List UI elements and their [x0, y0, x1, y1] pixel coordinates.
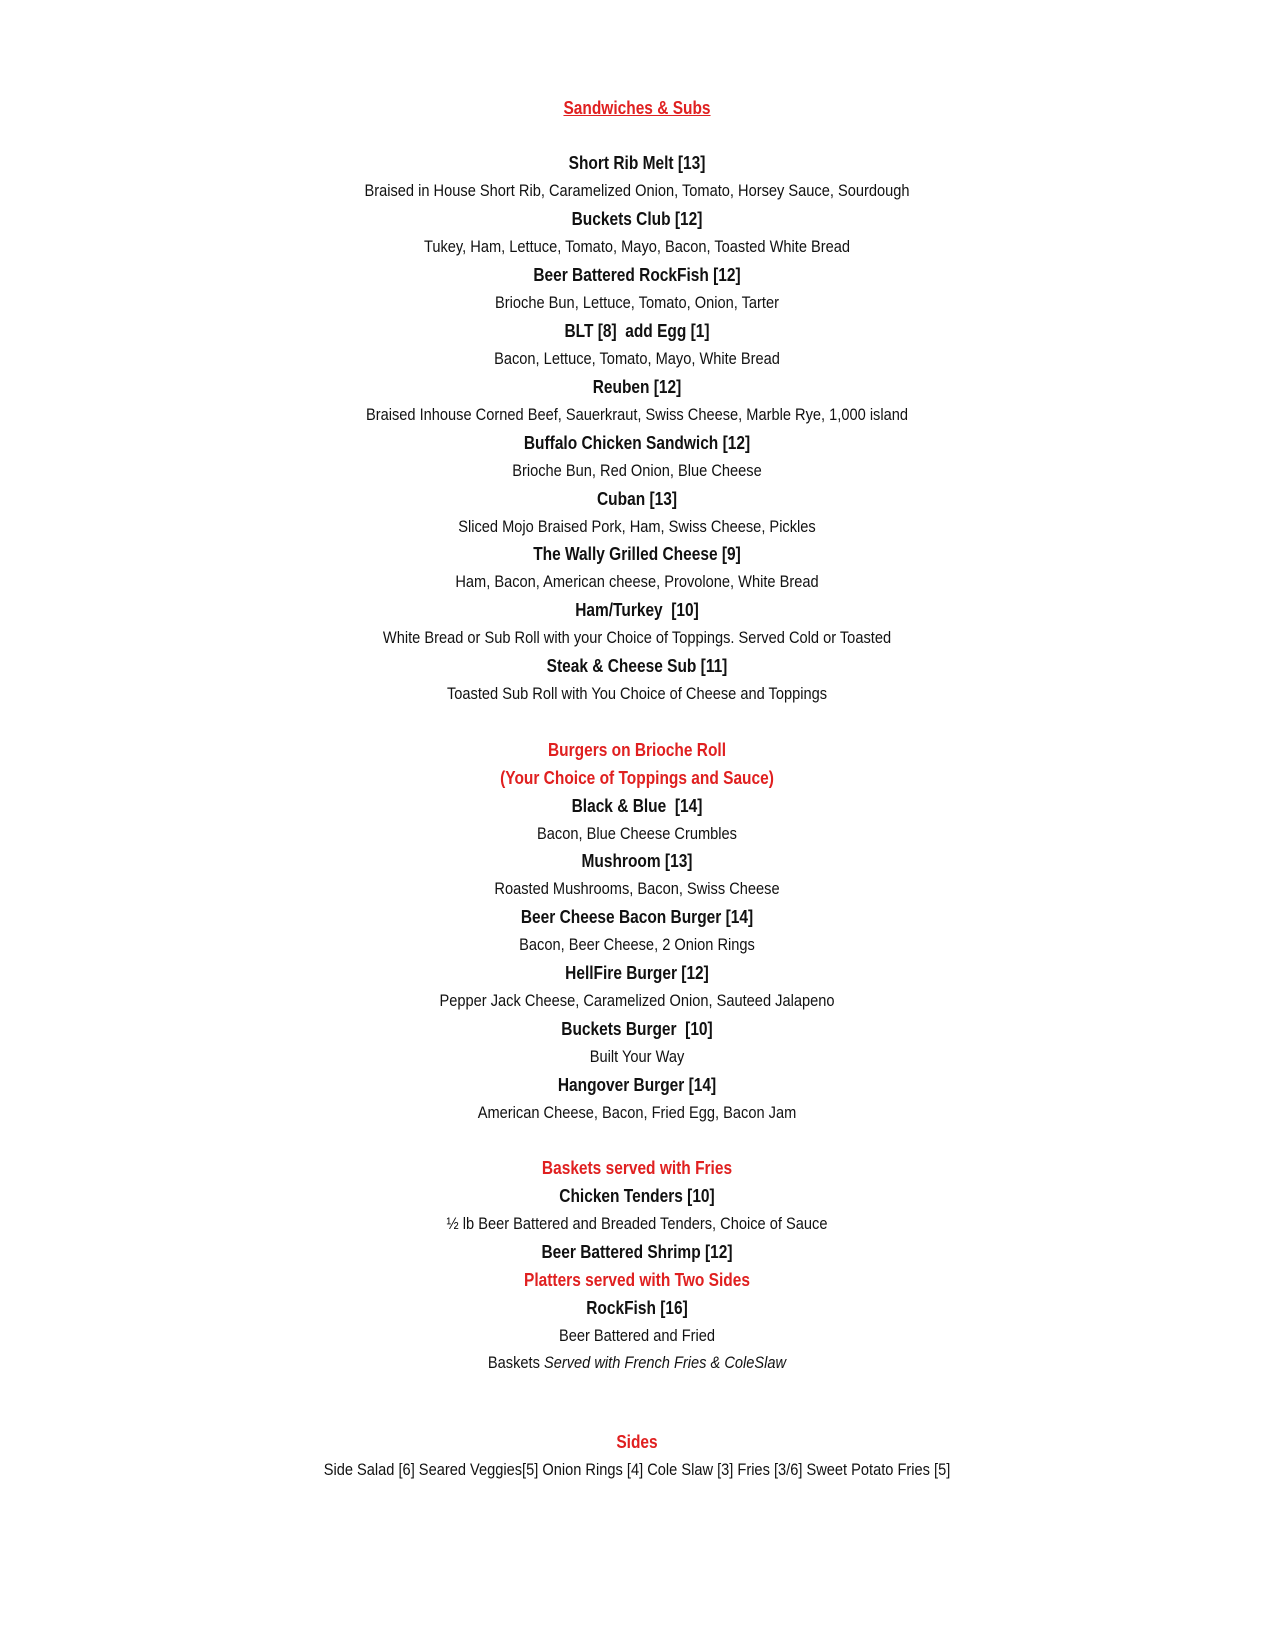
sides-list: Side Salad [6] Seared Veggies[5] Onion Rings [4] Cole Slaw [3] Fries [3/6] Sweet Potato Fries [5]: [323, 1460, 951, 1479]
platters-note-italic: Served with French Fries & ColeSlaw: [543, 1353, 787, 1372]
section-title-platters: Platters served with Two Sides: [524, 1270, 750, 1290]
menu-item-name: RockFish [16]: [586, 1298, 688, 1318]
menu-item-description: Beer Battered and Fried: [558, 1326, 716, 1345]
menu-item-description: Built Your Way: [589, 1047, 685, 1066]
menu-item-description: American Cheese, Bacon, Fried Egg, Bacon Jam: [477, 1103, 797, 1122]
menu-item-description: Bacon, Blue Cheese Crumbles: [537, 824, 737, 843]
menu-item-name: Beer Battered Shrimp [12]: [541, 1242, 733, 1262]
menu-item-name: Cuban [13]: [596, 489, 677, 509]
menu-item-name: Beer Battered RockFish [12]: [533, 265, 741, 285]
menu-item-name: Chicken Tenders [10]: [559, 1186, 715, 1206]
menu-item-description: Toasted Sub Roll with You Choice of Cheese and Toppings: [446, 684, 828, 703]
menu-item-name: Mushroom [13]: [581, 851, 693, 871]
menu-item-name: Hangover Burger [14]: [557, 1075, 717, 1095]
menu-item-description: Tukey, Ham, Lettuce, Tomato, Mayo, Bacon, Toasted White Bread: [423, 237, 851, 256]
platters-note: [89, 1352, 1185, 1374]
menu-item-description: Pepper Jack Cheese, Caramelized Onion, Sauteed Jalapeno: [439, 991, 835, 1010]
section-title-burgers: Burgers on Brioche Roll: [547, 740, 727, 760]
menu-item-name: HellFire Burger [12]: [565, 963, 709, 983]
menu-item-description: Braised Inhouse Corned Beef, Sauerkraut, Swiss Cheese, Marble Rye, 1,000 island: [365, 405, 909, 424]
menu-item-name: Short Rib Melt [13]: [568, 153, 706, 173]
menu-item-name: Buffalo Chicken Sandwich [12]: [523, 433, 751, 453]
menu-item-name: Beer Cheese Bacon Burger [14]: [520, 907, 754, 927]
section-title-sandwiches: Sandwiches & Subs: [563, 98, 711, 118]
platters-note-prefix: Baskets: [487, 1353, 544, 1372]
menu-item-name: Buckets Burger [10]: [561, 1019, 713, 1039]
menu-item-description: Roasted Mushrooms, Bacon, Swiss Cheese: [494, 879, 780, 898]
menu-item-description: Sliced Mojo Braised Pork, Ham, Swiss Cheese, Pickles: [458, 517, 816, 536]
menu-item-description: White Bread or Sub Roll with your Choice of Toppings. Served Cold or Toasted: [382, 628, 892, 647]
menu-item-description: Ham, Bacon, American cheese, Provolone, White Bread: [455, 572, 819, 591]
menu-item-name: Black & Blue [14]: [571, 796, 703, 816]
section-subtitle-burgers: (Your Choice of Toppings and Sauce): [500, 768, 774, 788]
menu-item-description: Brioche Bun, Lettuce, Tomato, Onion, Tarter: [495, 293, 779, 312]
menu-item-description: ½ lb Beer Battered and Breaded Tenders, Choice of Sauce: [446, 1214, 828, 1233]
menu-item-description: Bacon, Beer Cheese, 2 Onion Rings: [519, 935, 755, 954]
menu-item-name: Steak & Cheese Sub [11]: [546, 656, 728, 676]
menu-item-name: Reuben [12]: [592, 377, 682, 397]
menu-item-description: Braised in House Short Rib, Caramelized Onion, Tomato, Horsey Sauce, Sourdough: [364, 181, 910, 200]
section-title-sides: Sides: [616, 1432, 658, 1452]
menu-item-name: Ham/Turkey [10]: [575, 600, 699, 620]
section-title-baskets: Baskets served with Fries: [541, 1158, 733, 1178]
menu-item-description: Bacon, Lettuce, Tomato, Mayo, White Bread: [494, 349, 780, 368]
menu-item-name: The Wally Grilled Cheese [9]: [533, 544, 741, 564]
menu-item-name: BLT [8] add Egg [1]: [564, 321, 710, 341]
menu-item-name: Buckets Club [12]: [571, 209, 703, 229]
menu-item-description: Brioche Bun, Red Onion, Blue Cheese: [512, 461, 762, 480]
